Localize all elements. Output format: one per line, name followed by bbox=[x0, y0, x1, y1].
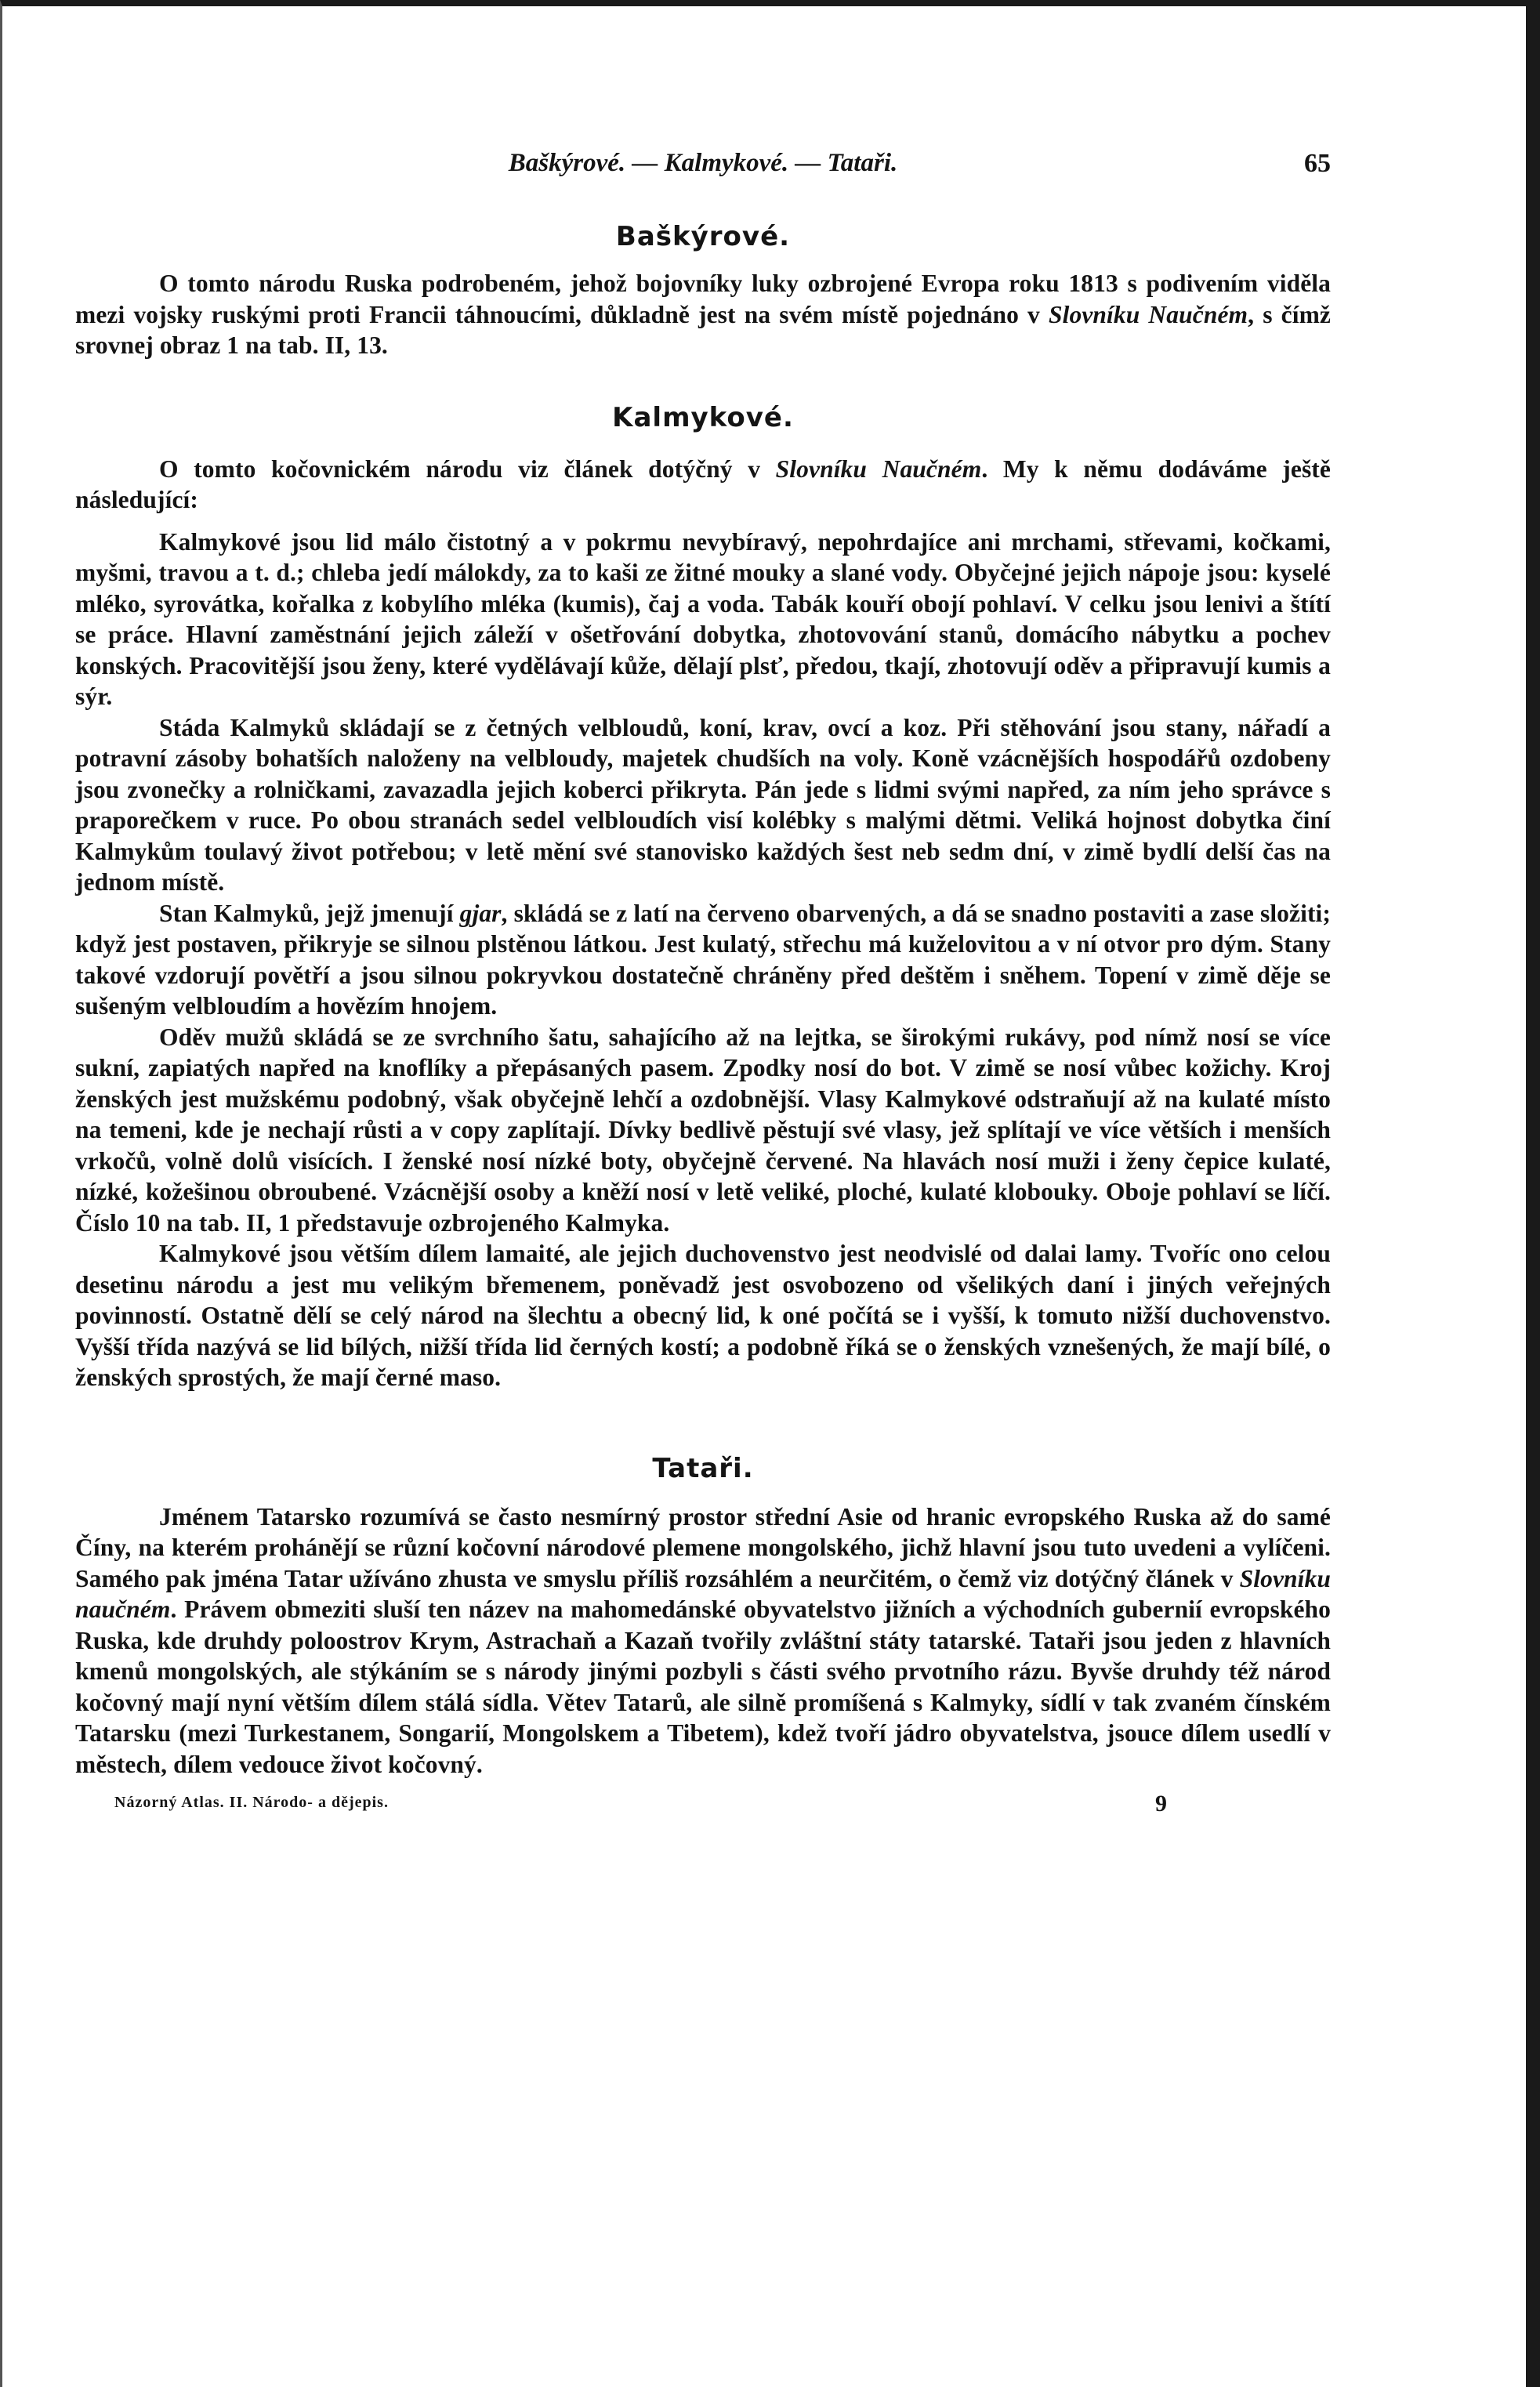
book-page bbox=[75, 149, 1331, 1825]
section-heading-tatari: Tataři. bbox=[652, 1452, 754, 1484]
paragraph: O tomto kočovnickém národu viz článek dotýčný v Slovníku Naučném. My k němu dodáváme ještě následující: bbox=[75, 455, 1331, 513]
running-head bbox=[75, 149, 1331, 196]
section-heading-baskyrove: Baškýrové. bbox=[615, 221, 791, 252]
paragraph: Stáda Kalmyků skládají se z četných velbloudů, koní, krav, ovcí a koz. Při stěhování jsou stany, nářadí a potravní zásoby bohatších naloženy na velbloudy, majetek chudších na voly. Koně vzácnějších hospodářů ozdobeny jsou zvonečky a rolničkami, zavazadla jejich koberci přikryta. Pán jede s lidmi svými napřed, za ním jeho správce s praporečkem v ruce. Po obou stranách sedel velbloudích visí kolébky s malými dětmi. Veliká hojnost dobytka činí Kalmykům toulavý život potřebou; v letě mění své stanovisko každých šest neb sedm dní, v zimě bydlí delší čas na jednom místě. bbox=[75, 713, 1331, 896]
paragraph: Kalmykové jsou lid málo čistotný a v pokrmu nevybíravý, nepohrdajíce ani mrchami, střevami, kočkami, myšmi, travou a t. d.; chleba jedí málokdy, za to kaši ze žitné mouky a slané vody. Obyčejné jejich nápoje jsou: kyselé mléko, syrovátka, kořalka z kobylího mléka (kumis), čaj a voda. Tabák kouří obojí pohlaví. V celku jsou lenivi a štítí se práce. Hlavní zaměstnání jejich záleží v ošetřování dobytka, zhotovování stanů, domácího nábytku a pochev konských. Pracovitější jsou ženy, které vydělávají kůže, dělají plsť, předou, tkají, zhotovují oděv a připravují kumis a sýr. bbox=[75, 527, 1331, 710]
paragraph: Jménem Tatarsko rozumívá se často nesmírný prostor střední Asie od hranic evropského Ruska až do samé Číny, na kterém prohánějí se různí kočovní národové plemene mongolského, jichž hlavní jsou tuto uvedeni a vylíčeni. Samého pak jména Tatar užíváno zhusta ve smyslu příliš rozsáhlém a neurčitém, o čemž viz dotýčný článek v Slovníku naučném. Právem obmeziti sluší ten název na mahomedánské obyvatelstvo jižních a východních gubernií evropského Ruska, kde druhdy poloostrov Krym, Astrachaň a Kazaň tvořily zvláštní státy tatarské. Tataři jsou jeden z hlavních kmenů mongolských, ale stýkáním se s národy jinými pozbyli s části svého prvotního rázu. Byvše druhdy též národ kočovný mají nyní větším dílem stálá sídla. Větev Tatarů, ale silně promíšená s Kalmyky, sídlí v tak zvaném čínském Tatarsku (mezi Turkestanem, Songarií, Mongolskem a Tibetem), kdež tvoří jádro obyvatelstva, jsouce dílem usedlí v městech, dílem vedouce život kočovný. bbox=[75, 1502, 1331, 1778]
signature-mark: 9 bbox=[1155, 1791, 1167, 1817]
paragraph: Stan Kalmyků, jejž jmenují gjar, skládá se z latí na červeno obarvených, a dá se snadno postaviti a zase složiti; když jest postaven, přikryje se silnou plstěnou látkou. Jest kulatý, střechu má kuželovitou a v ní otvor pro dým. Stany takové vzdorují povětří a jsou silnou pokryvkou dostatečně chráněny před deštěm i sněhem. Topení v zimě děje se sušeným velbloudím a hovězím hnojem. bbox=[75, 899, 1331, 1020]
running-title: Baškýrové. — Kalmykové. — Tataři. bbox=[508, 149, 898, 177]
page-footer bbox=[75, 1791, 1331, 1825]
section-heading-kalmykove: Kalmykové. bbox=[612, 401, 794, 433]
paragraph: Oděv mužů skládá se ze svrchního šatu, sahajícího až na lejtka, se širokými rukávy, pod nímž nosí se více sukní, zapiatých napřed na knoflíky a přepásaných pasem. Zpodky nosí do bot. V zimě se nosí vůbec kožichy. Kroj ženských jest mužskému podobný, však obyčejně lehčí a ozdobnější. Vlasy Kalmykové odstraňují až na kulaté místo na temeni, kde je nechají růsti a v copy zaplítají. Dívky bedlivě pěstují své vlasy, jež splítají ve více větších i menších vrkočů, volně dolů visících. I ženské nosí nízké boty, obyčejně červené. Na hlavách nosí muži i ženy čepice kulaté, nízké, kožešinou obroubené. Vzácnější osoby a kněží nosí v letě veliké, ploché, kulaté klobouky. Oboje pohlaví se líčí. Číslo 10 na tab. II, 1 představuje ozbrojeného Kalmyka. bbox=[75, 1023, 1331, 1237]
page-number: 65 bbox=[1304, 149, 1331, 178]
paragraph: O tomto národu Ruska podrobeném, jehož bojovníky luky ozbrojené Evropa roku 1813 s podivením viděla mezi vojsky ruskými proti Francii táhnoucími, důkladně jest na svém místě pojednáno v Slovníku Naučném, s čímž srovnej obraz 1 na tab. II, 13. bbox=[75, 270, 1331, 359]
footer-note: Názorný Atlas. II. Národo- a dějepis. bbox=[114, 1794, 389, 1811]
paragraph: Kalmykové jsou větším dílem lamaité, ale jejich duchovenstvo jest neodvislé od dalai lamy. Tvoříc ono celou desetinu národu a jest mu velikým břemenem, poněvadž jest osvobozeno od všelikých daní i jiných veřejných povinností. Ostatně dělí se celý národ na šlechtu a obecný lid, k oné počítá se i vyšší, k tomuto nižší duchovenstvo. Vyšší třída nazývá se lid bílých, nižší třída lid černých kostí; a podobně říká se o ženských vznešených, že mají bílé, o ženských sprostých, že mají černé maso. bbox=[75, 1240, 1331, 1391]
